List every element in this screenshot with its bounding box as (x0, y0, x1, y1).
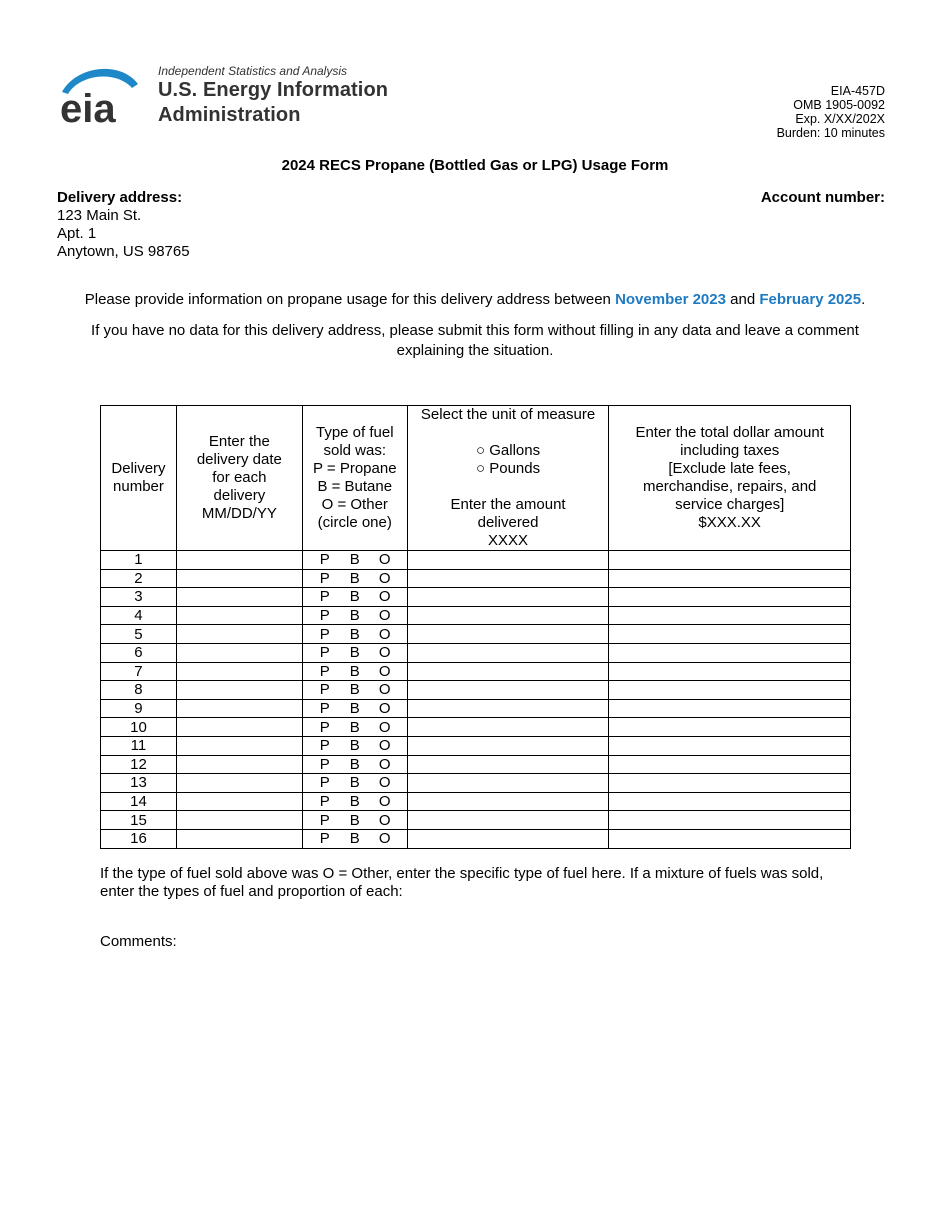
fuel-option-b[interactable]: B (349, 718, 360, 736)
header-unit-amount-line: XXXX (488, 532, 529, 549)
fuel-option-b[interactable]: B (349, 625, 360, 643)
table-row (101, 569, 851, 588)
delivery-date-input[interactable] (176, 811, 302, 830)
dollar-amount-input[interactable] (609, 792, 851, 811)
amount-delivered-input[interactable] (407, 718, 609, 737)
agency-name-line1: U.S. Energy Information (158, 79, 389, 101)
amount-delivered-input[interactable] (407, 662, 609, 681)
delivery-number-cell: 1 (101, 551, 177, 570)
fuel-option-o[interactable]: O (378, 681, 391, 699)
fuel-option-p[interactable]: P (319, 737, 330, 755)
dollar-amount-input[interactable] (609, 755, 851, 774)
account-number-label: Account number: (760, 189, 885, 206)
svg-text:eia: eia (60, 87, 116, 128)
fuel-option-b[interactable]: B (349, 662, 360, 680)
delivery-date-input[interactable] (176, 625, 302, 644)
delivery-number-cell: 11 (101, 736, 177, 755)
delivery-number-cell: 6 (101, 643, 177, 662)
omb-number: OMB 1905-0092 (793, 98, 885, 112)
delivery-number-cell: 9 (101, 699, 177, 718)
eia-logo (58, 62, 403, 128)
header-fuel-type-line: Type of fuel (315, 424, 394, 441)
header-delivery-date-line: delivery (213, 487, 266, 504)
fuel-option-p[interactable]: P (319, 774, 330, 792)
fuel-option-b[interactable]: B (349, 607, 360, 625)
fuel-option-o[interactable]: O (378, 774, 391, 792)
fuel-option-p[interactable]: P (319, 588, 330, 606)
dollar-amount-input[interactable] (609, 662, 851, 681)
eia-logo-icon (58, 62, 148, 128)
delivery-date-input[interactable] (176, 569, 302, 588)
header-fuel-type (302, 406, 407, 551)
dollar-amount-input[interactable] (609, 551, 851, 570)
delivery-date-input[interactable] (176, 755, 302, 774)
header-unit-amount-line: Enter the amount (450, 496, 566, 513)
delivery-number-cell: 4 (101, 606, 177, 625)
fuel-option-b[interactable]: B (349, 551, 360, 569)
dollar-amount-input[interactable] (609, 699, 851, 718)
dollar-amount-input[interactable] (609, 736, 851, 755)
fuel-option-p[interactable]: P (319, 811, 330, 829)
fuel-option-p[interactable]: P (319, 625, 330, 643)
delivery-number-cell: 12 (101, 755, 177, 774)
table-row (101, 736, 851, 755)
header-dollar-amount-line: [Exclude late fees, (668, 460, 791, 477)
header-dollar-amount-line: $XXX.XX (698, 514, 761, 531)
table-row (101, 792, 851, 811)
fuel-type-cell (302, 811, 407, 830)
header-dollar-amount-line: service charges] (675, 496, 785, 513)
period-start: November 2023 (615, 291, 726, 308)
instruction-period (57, 290, 893, 310)
instruction-no-data: If you have no data for this delivery address, please submit this form without filling in any data and leave a comment explaining the situation. (91, 322, 859, 359)
fuel-option-o[interactable]: O (378, 569, 391, 587)
fuel-type-cell (302, 774, 407, 793)
table-row (101, 774, 851, 793)
fuel-option-o[interactable]: O (378, 793, 391, 811)
header-unit-amount (407, 406, 609, 551)
form-metadata (777, 84, 885, 140)
amount-delivered-input[interactable] (407, 625, 609, 644)
table-row (101, 829, 851, 848)
fuel-option-b[interactable]: B (349, 569, 360, 587)
header-fuel-type-line: P = Propane (313, 460, 397, 477)
fuel-type-cell (302, 588, 407, 607)
fuel-option-p[interactable]: P (319, 607, 330, 625)
table-row (101, 681, 851, 700)
amount-delivered-input[interactable] (407, 681, 609, 700)
fuel-type-cell (302, 551, 407, 570)
fuel-type-cell (302, 662, 407, 681)
fuel-type-cell (302, 699, 407, 718)
header-fuel-type-line: sold was: (323, 442, 387, 459)
delivery-date-input[interactable] (176, 551, 302, 570)
fuel-option-p[interactable]: P (319, 718, 330, 736)
amount-delivered-input[interactable] (407, 606, 609, 625)
fuel-option-o[interactable]: O (378, 737, 391, 755)
amount-delivered-input[interactable] (407, 829, 609, 848)
delivery-date-input[interactable] (176, 606, 302, 625)
delivery-number-cell: 2 (101, 569, 177, 588)
fuel-option-p[interactable]: P (319, 644, 330, 662)
agency-tagline: Independent Statistics and Analysis (158, 64, 348, 78)
dollar-amount-input[interactable] (609, 606, 851, 625)
fuel-type-cell (302, 643, 407, 662)
amount-delivered-input[interactable] (407, 551, 609, 570)
fuel-option-o[interactable]: O (378, 588, 391, 606)
header-delivery-number-line: Delivery (111, 460, 166, 477)
amount-delivered-input[interactable] (407, 736, 609, 755)
expiration-date: Exp. X/XX/202X (795, 112, 885, 126)
burden-estimate: Burden: 10 minutes (776, 126, 885, 140)
header-unit-amount-line: delivered (477, 514, 539, 531)
header-dollar-amount (609, 406, 851, 551)
delivery-date-input[interactable] (176, 774, 302, 793)
delivery-date-input[interactable] (176, 643, 302, 662)
delivery-number-cell: 14 (101, 792, 177, 811)
fuel-option-o[interactable]: O (378, 551, 391, 569)
comments-label: Comments: (100, 933, 177, 950)
form-title: 2024 RECS Propane (Bottled Gas or LPG) Usage Form (281, 157, 669, 174)
delivery-number-cell: 16 (101, 829, 177, 848)
fuel-option-p[interactable]: P (319, 700, 330, 718)
fuel-type-cell (302, 718, 407, 737)
header-delivery-date-line: MM/DD/YY (201, 505, 277, 522)
delivery-number-cell: 7 (101, 662, 177, 681)
fuel-option-o[interactable]: O (378, 700, 391, 718)
header-dollar-amount-line: including taxes (680, 442, 780, 459)
header-fuel-type-line: B = Butane (317, 478, 393, 495)
fuel-option-o[interactable]: O (378, 755, 391, 773)
fuel-type-cell (302, 792, 407, 811)
agency-name-line2: Administration (158, 104, 301, 126)
delivery-number-cell: 10 (101, 718, 177, 737)
table-header-row (101, 406, 851, 551)
period-end: February 2025 (759, 291, 862, 308)
fuel-option-p[interactable]: P (319, 830, 330, 848)
table-row (101, 699, 851, 718)
dollar-amount-input[interactable] (609, 569, 851, 588)
address-line-2: Apt. 1 (57, 225, 97, 242)
address-line-1: 123 Main St. (57, 207, 142, 224)
header-delivery-number (101, 406, 177, 551)
fuel-option-o[interactable]: O (378, 662, 391, 680)
table-row (101, 755, 851, 774)
table-row (101, 588, 851, 607)
amount-delivered-input[interactable] (407, 643, 609, 662)
fuel-type-cell (302, 606, 407, 625)
fuel-option-b[interactable]: B (349, 700, 360, 718)
table-row (101, 625, 851, 644)
header-delivery-number-line: number (113, 478, 164, 495)
table-row (101, 718, 851, 737)
delivery-address (57, 189, 190, 261)
fuel-option-o[interactable]: O (378, 811, 391, 829)
delivery-date-input[interactable] (176, 829, 302, 848)
unit-title: Select the unit of measure (420, 406, 596, 423)
delivery-date-input[interactable] (176, 662, 302, 681)
dollar-amount-input[interactable] (609, 829, 851, 848)
table-row (101, 606, 851, 625)
fuel-option-b[interactable]: B (349, 588, 360, 606)
amount-delivered-input[interactable] (407, 569, 609, 588)
delivery-number-cell: 5 (101, 625, 177, 644)
fuel-option-p[interactable]: P (319, 662, 330, 680)
fuel-option-b[interactable]: B (349, 830, 360, 848)
instruction-text-and: and (725, 291, 760, 308)
header-fuel-type-line: (circle one) (317, 514, 392, 531)
delivery-date-input[interactable] (176, 681, 302, 700)
amount-delivered-input[interactable] (407, 699, 609, 718)
fuel-type-cell (302, 569, 407, 588)
fuel-type-cell (302, 755, 407, 774)
amount-delivered-input[interactable] (407, 774, 609, 793)
header-delivery-date (176, 406, 302, 551)
fuel-type-cell (302, 681, 407, 700)
instruction-text: Please provide information on propane usage for this delivery address between (84, 291, 616, 308)
address-line-3: Anytown, US 98765 (57, 243, 190, 260)
header-fuel-type-line: O = Other (321, 496, 388, 513)
unit-option-gallons[interactable]: ○ Gallons (476, 442, 541, 459)
fuel-option-b[interactable]: B (349, 755, 360, 773)
fuel-option-b[interactable]: B (349, 644, 360, 662)
fuel-option-o[interactable]: O (378, 625, 391, 643)
delivery-date-input[interactable] (176, 699, 302, 718)
fuel-option-b[interactable]: B (349, 737, 360, 755)
delivery-number-cell: 15 (101, 811, 177, 830)
delivery-number-cell: 13 (101, 774, 177, 793)
other-fuel-instruction: If the type of fuel sold above was O = Other, enter the specific type of fuel here. If a mixture of fuels was sold, enter the types of fuel and proportion of each: (100, 865, 824, 900)
table-row (101, 551, 851, 570)
delivery-date-input[interactable] (176, 792, 302, 811)
table-row (101, 811, 851, 830)
amount-delivered-input[interactable] (407, 588, 609, 607)
fuel-option-b[interactable]: B (349, 681, 360, 699)
dollar-amount-input[interactable] (609, 625, 851, 644)
table-row (101, 643, 851, 662)
fuel-option-p[interactable]: P (319, 793, 330, 811)
delivery-date-input[interactable] (176, 588, 302, 607)
fuel-option-b[interactable]: B (349, 774, 360, 792)
table-row (101, 662, 851, 681)
instruction-text-end: . (861, 291, 866, 308)
fuel-option-p[interactable]: P (319, 755, 330, 773)
header-delivery-date-line: delivery date (196, 451, 282, 468)
header-delivery-date-line: Enter the (208, 433, 270, 450)
dollar-amount-input[interactable] (609, 718, 851, 737)
header-delivery-date-line: for each (212, 469, 267, 486)
amount-delivered-input[interactable] (407, 792, 609, 811)
amount-delivered-input[interactable] (407, 755, 609, 774)
delivery-number-cell: 3 (101, 588, 177, 607)
dollar-amount-input[interactable] (609, 774, 851, 793)
fuel-option-b[interactable]: B (349, 793, 360, 811)
delivery-date-input[interactable] (176, 718, 302, 737)
delivery-date-input[interactable] (176, 736, 302, 755)
dollar-amount-input[interactable] (609, 588, 851, 607)
dollar-amount-input[interactable] (609, 811, 851, 830)
header-dollar-amount-line: merchandise, repairs, and (642, 478, 817, 495)
fuel-option-o[interactable]: O (378, 607, 391, 625)
fuel-type-cell (302, 829, 407, 848)
unit-option-pounds[interactable]: ○ Pounds (476, 460, 541, 477)
fuel-option-p[interactable]: P (319, 569, 330, 587)
delivery-address-label: Delivery address: (57, 189, 183, 206)
fuel-option-o[interactable]: O (378, 830, 391, 848)
dollar-amount-input[interactable] (609, 681, 851, 700)
dollar-amount-input[interactable] (609, 643, 851, 662)
header-dollar-amount-line: Enter the total dollar amount (635, 424, 824, 441)
form-id: EIA-457D (830, 84, 885, 98)
fuel-option-p[interactable]: P (319, 551, 330, 569)
fuel-type-cell (302, 736, 407, 755)
delivery-table (100, 405, 851, 849)
fuel-option-p[interactable]: P (319, 681, 330, 699)
fuel-type-cell (302, 625, 407, 644)
delivery-number-cell: 8 (101, 681, 177, 700)
fuel-option-o[interactable]: O (378, 644, 391, 662)
fuel-option-b[interactable]: B (349, 811, 360, 829)
fuel-option-o[interactable]: O (378, 718, 391, 736)
amount-delivered-input[interactable] (407, 811, 609, 830)
